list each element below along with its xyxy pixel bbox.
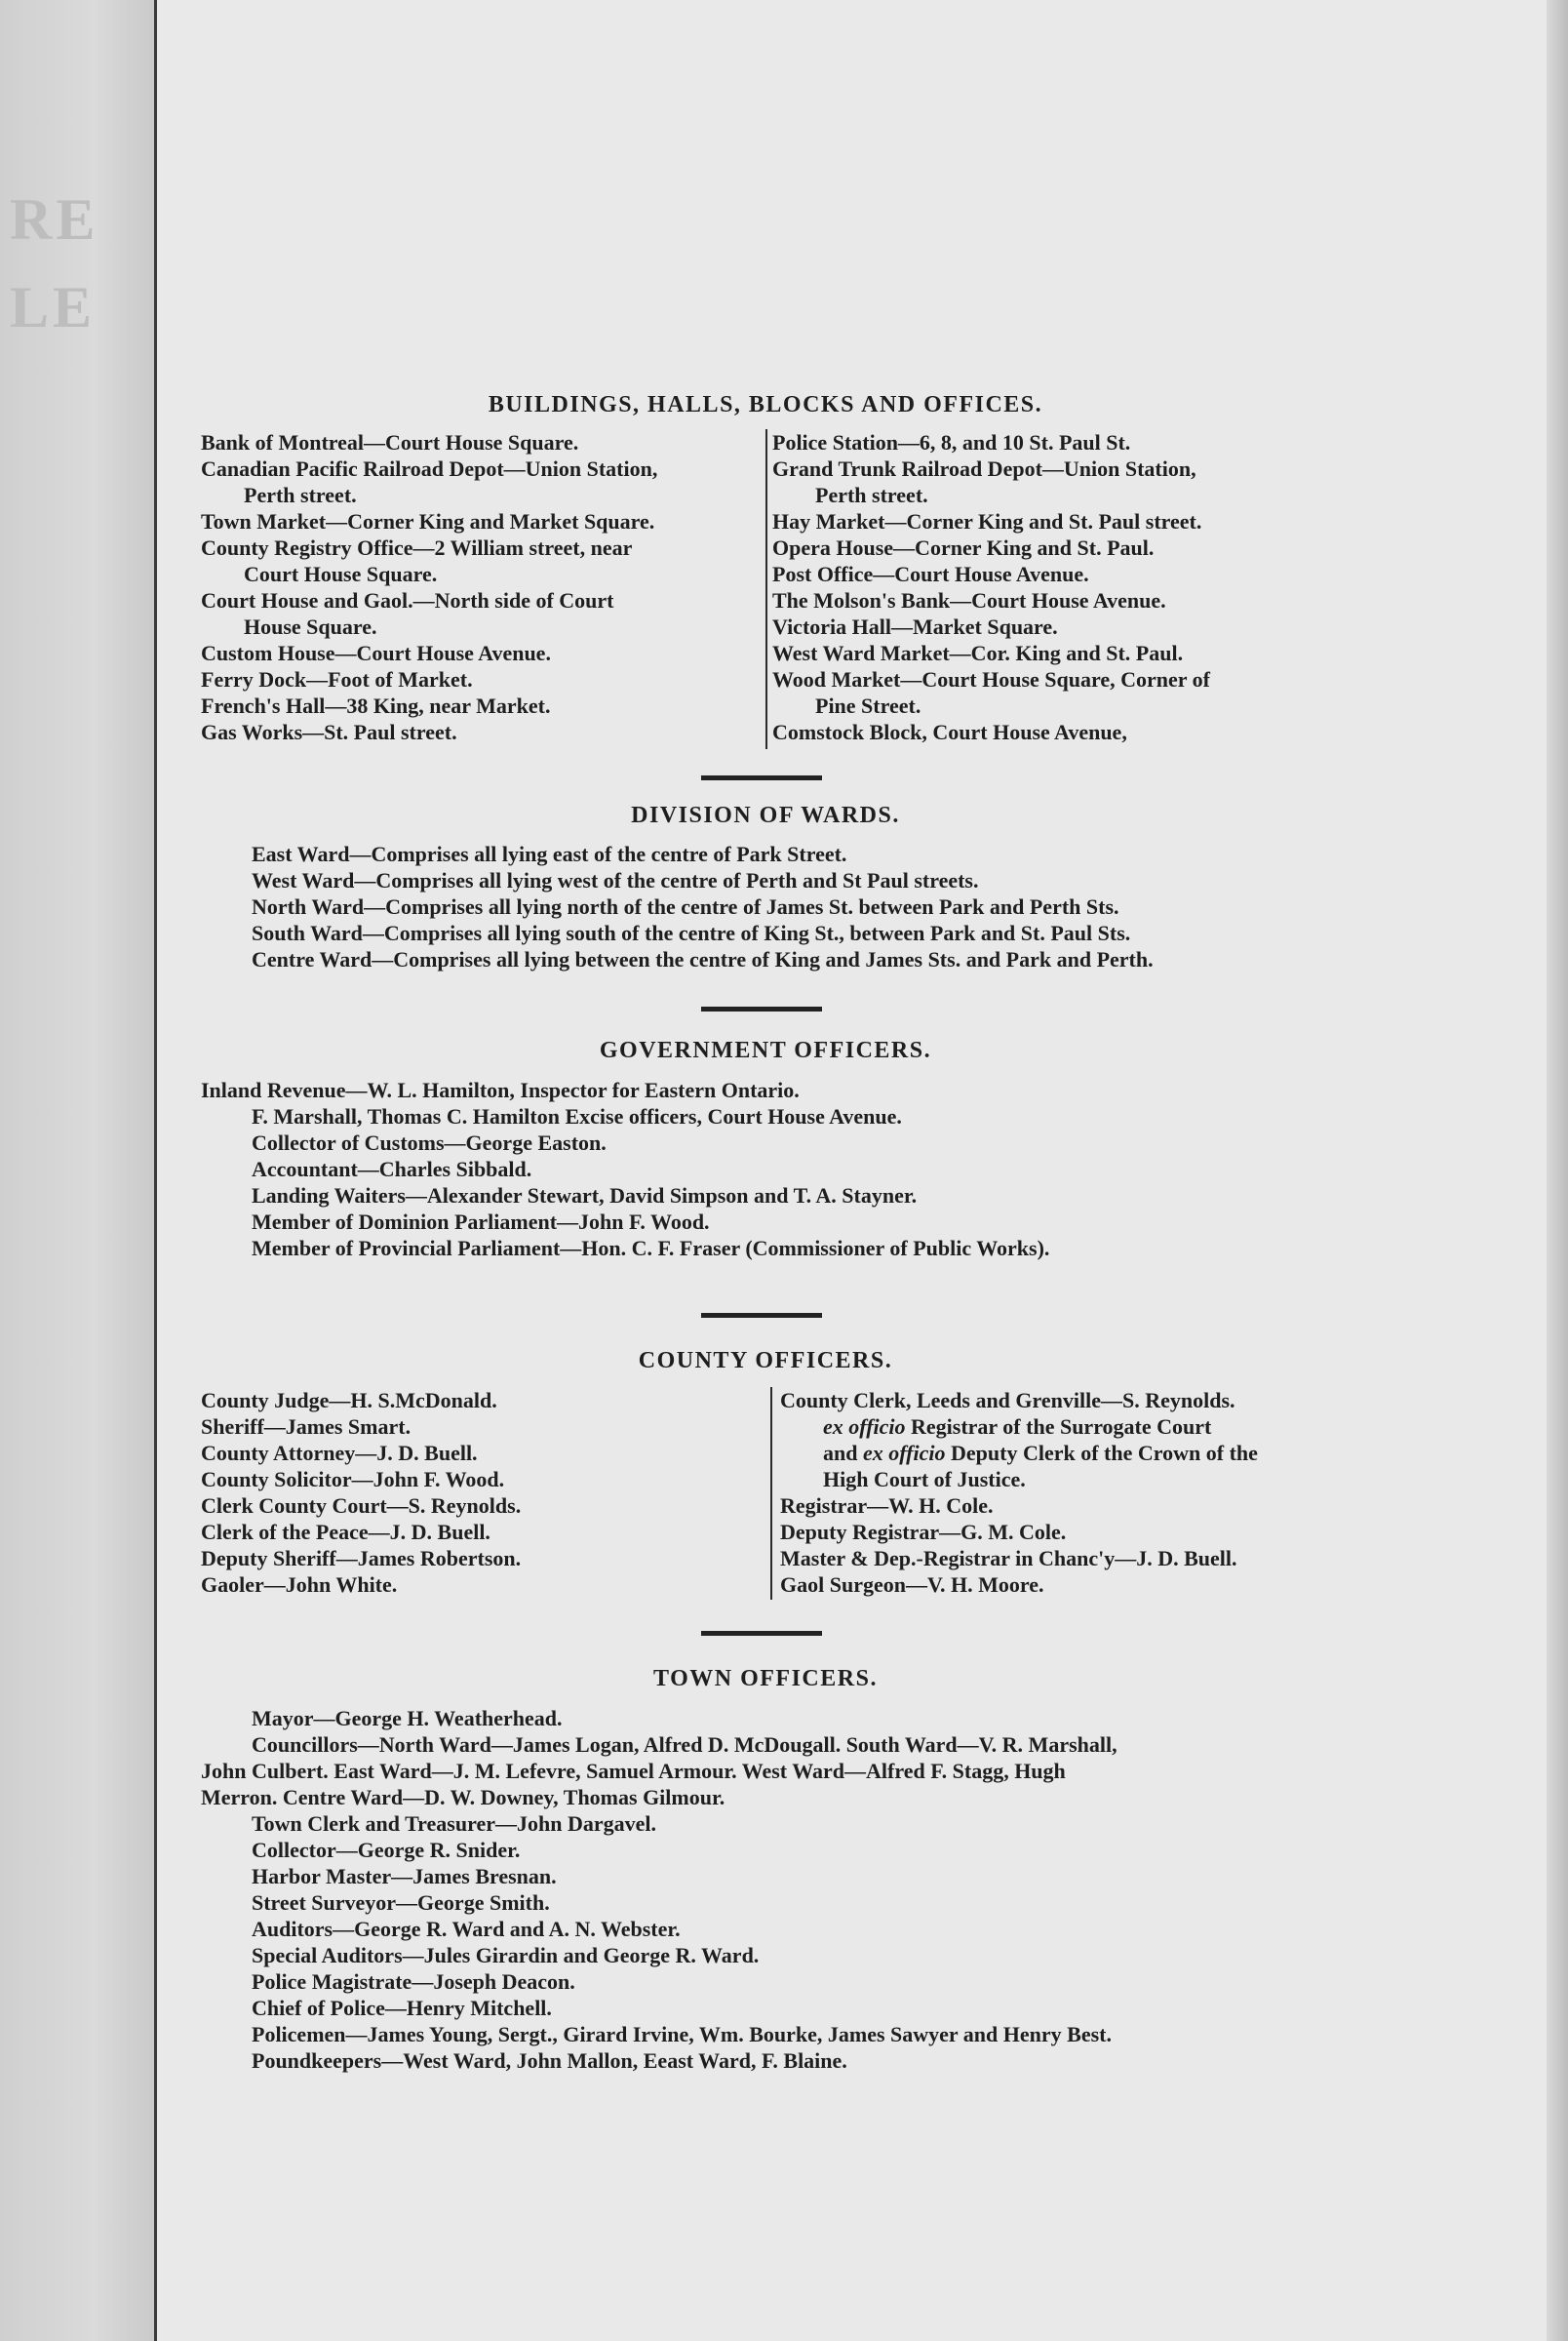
building-entry: Bank of Montreal—Court House Square. (201, 430, 579, 455)
building-entry: Grand Trunk Railroad Depot—Union Station, (772, 456, 1196, 481)
ward-entry: Centre Ward—Comprises all lying between the centre of King and James Sts. and Park and Perth. (252, 947, 1154, 972)
town-entry: Policemen—James Young, Sergt., Girard Irvine, Wm. Bourke, James Sawyer and Henry Best. (252, 2022, 1112, 2046)
town-title: TOWN OFFICERS. (653, 1666, 878, 1691)
building-entry-continued: Perth street. (815, 483, 928, 507)
government-entry: Member of Dominion Parliament—John F. Wood. (252, 1210, 710, 1234)
county-title: COUNTY OFFICERS. (638, 1348, 893, 1373)
town-entry: Collector—George R. Snider. (252, 1838, 521, 1862)
building-entry: Court House and Gaol.—North side of Court (201, 588, 614, 613)
county-entry: County Solicitor—John F. Wood. (201, 1467, 505, 1491)
county-entry: Deputy Registrar—G. M. Cole. (780, 1520, 1067, 1544)
building-entry: Custom House—Court House Avenue. (201, 641, 551, 665)
town-entry-continued: Merron. Centre Ward—D. W. Downey, Thomas Gilmour. (201, 1785, 725, 1809)
town-entry: Street Surveyor—George Smith. (252, 1890, 550, 1915)
building-entry: Police Station—6, 8, and 10 St. Paul St. (772, 430, 1131, 455)
government-entry: Member of Provincial Parliament—Hon. C. F. Fraser (Commissioner of Public Works). (252, 1236, 1050, 1260)
county-entry: County Attorney—J. D. Buell. (201, 1441, 478, 1465)
county-entry: Deputy Sheriff—James Robertson. (201, 1546, 522, 1570)
ward-entry: North Ward—Comprises all lying north of the centre of James St. between Park and Perth Sts. (252, 894, 1119, 919)
town-entry: Chief of Police—Henry Mitchell. (252, 1996, 552, 2020)
county-column-divider (770, 1387, 772, 1600)
section-rule (701, 775, 822, 780)
government-entry: Collector of Customs—George Easton. (252, 1131, 607, 1155)
county-entry-continued: ex officio Registrar of the Surrogate Court (823, 1414, 1212, 1439)
building-entry: Comstock Block, Court House Avenue, (772, 720, 1127, 744)
section-rule (701, 1631, 822, 1636)
building-entry: Hay Market—Corner King and St. Paul street. (772, 509, 1202, 534)
buildings-column-divider (765, 429, 767, 749)
town-entry: Town Clerk and Treasurer—John Dargavel. (252, 1811, 656, 1836)
town-entry: Police Magistrate—Joseph Deacon. (252, 1969, 575, 1994)
government-entry: Inland Revenue—W. L. Hamilton, Inspector for Eastern Ontario. (201, 1078, 800, 1102)
building-entry-continued: House Square. (244, 615, 377, 639)
building-entry: Victoria Hall—Market Square. (772, 615, 1058, 639)
county-entry-continued: and ex officio Deputy Clerk of the Crown of the (823, 1441, 1258, 1465)
binding-rule (154, 0, 157, 2341)
building-entry-continued: Pine Street. (815, 694, 921, 718)
binding-margin (0, 0, 156, 2341)
ward-entry: West Ward—Comprises all lying west of the centre of Perth and St Paul streets. (252, 868, 979, 893)
county-entry: Master & Dep.-Registrar in Chanc'y—J. D. Buell. (780, 1546, 1237, 1570)
wards-title: DIVISION OF WARDS. (631, 803, 900, 828)
town-entry: Councillors—North Ward—James Logan, Alfred D. McDougall. South Ward—V. R. Marshall, (252, 1732, 1117, 1757)
county-entry: County Judge—H. S.McDonald. (201, 1388, 497, 1412)
town-entry: Mayor—George H. Weatherhead. (252, 1706, 563, 1730)
county-entry: Registrar—W. H. Cole. (780, 1493, 994, 1518)
government-title: GOVERNMENT OFFICERS. (599, 1038, 932, 1063)
government-entry: F. Marshall, Thomas C. Hamilton Excise officers, Court House Avenue. (252, 1104, 902, 1129)
buildings-title: BUILDINGS, HALLS, BLOCKS AND OFFICES. (488, 392, 1043, 417)
town-entry: Auditors—George R. Ward and A. N. Webster. (252, 1917, 681, 1941)
government-list (201, 1077, 1352, 1261)
page-edge (1547, 0, 1568, 2341)
building-entry: French's Hall—38 King, near Market. (201, 694, 551, 718)
county-entry: County Clerk, Leeds and Grenville—S. Reynolds. (780, 1388, 1235, 1412)
bleed-through-text: RE LE (10, 187, 99, 339)
building-entry: The Molson's Bank—Court House Avenue. (772, 588, 1166, 613)
county-left-column (201, 1387, 757, 1598)
wards-list (252, 841, 1344, 972)
buildings-right-column (772, 429, 1326, 745)
town-list (201, 1705, 1336, 2074)
building-entry-continued: Perth street. (244, 483, 357, 507)
building-entry: Ferry Dock—Foot of Market. (201, 667, 473, 692)
town-entry: Harbor Master—James Bresnan. (252, 1864, 557, 1888)
ward-entry: South Ward—Comprises all lying south of the centre of King St., between Park and St. Paul Sts. (252, 921, 1131, 945)
section-rule (701, 1007, 822, 1012)
ward-entry: East Ward—Comprises all lying east of the centre of Park Street. (252, 842, 847, 866)
town-entry: Poundkeepers—West Ward, John Mallon, Eeast Ward, F. Blaine. (252, 2048, 847, 2073)
town-entry: Special Auditors—Jules Girardin and George R. Ward. (252, 1943, 760, 1967)
building-entry: County Registry Office—2 William street, near (201, 536, 633, 560)
county-right-column (780, 1387, 1338, 1598)
building-entry: Opera House—Corner King and St. Paul. (772, 536, 1155, 560)
building-entry: Post Office—Court House Avenue. (772, 562, 1089, 586)
section-rule (701, 1313, 822, 1318)
county-entry: Clerk of the Peace—J. D. Buell. (201, 1520, 490, 1544)
buildings-left-column (201, 429, 755, 745)
county-entry: Sheriff—James Smart. (201, 1414, 412, 1439)
building-entry: Canadian Pacific Railroad Depot—Union Station, (201, 456, 658, 481)
building-entry: Wood Market—Court House Square, Corner of (772, 667, 1210, 692)
building-entry-continued: Court House Square. (244, 562, 438, 586)
county-entry: Gaoler—John White. (201, 1572, 398, 1597)
building-entry: Town Market—Corner King and Market Square. (201, 509, 655, 534)
county-entry: Clerk County Court—S. Reynolds. (201, 1493, 522, 1518)
government-entry: Accountant—Charles Sibbald. (252, 1157, 532, 1181)
building-entry: West Ward Market—Cor. King and St. Paul. (772, 641, 1184, 665)
county-entry: Gaol Surgeon—V. H. Moore. (780, 1572, 1044, 1597)
government-entry: Landing Waiters—Alexander Stewart, David Simpson and T. A. Stayner. (252, 1183, 918, 1208)
building-entry: Gas Works—St. Paul street. (201, 720, 457, 744)
town-entry-continued: John Culbert. East Ward—J. M. Lefevre, Samuel Armour. West Ward—Alfred F. Stagg, Hugh (201, 1759, 1066, 1783)
county-entry-continued: High Court of Justice. (823, 1467, 1026, 1491)
